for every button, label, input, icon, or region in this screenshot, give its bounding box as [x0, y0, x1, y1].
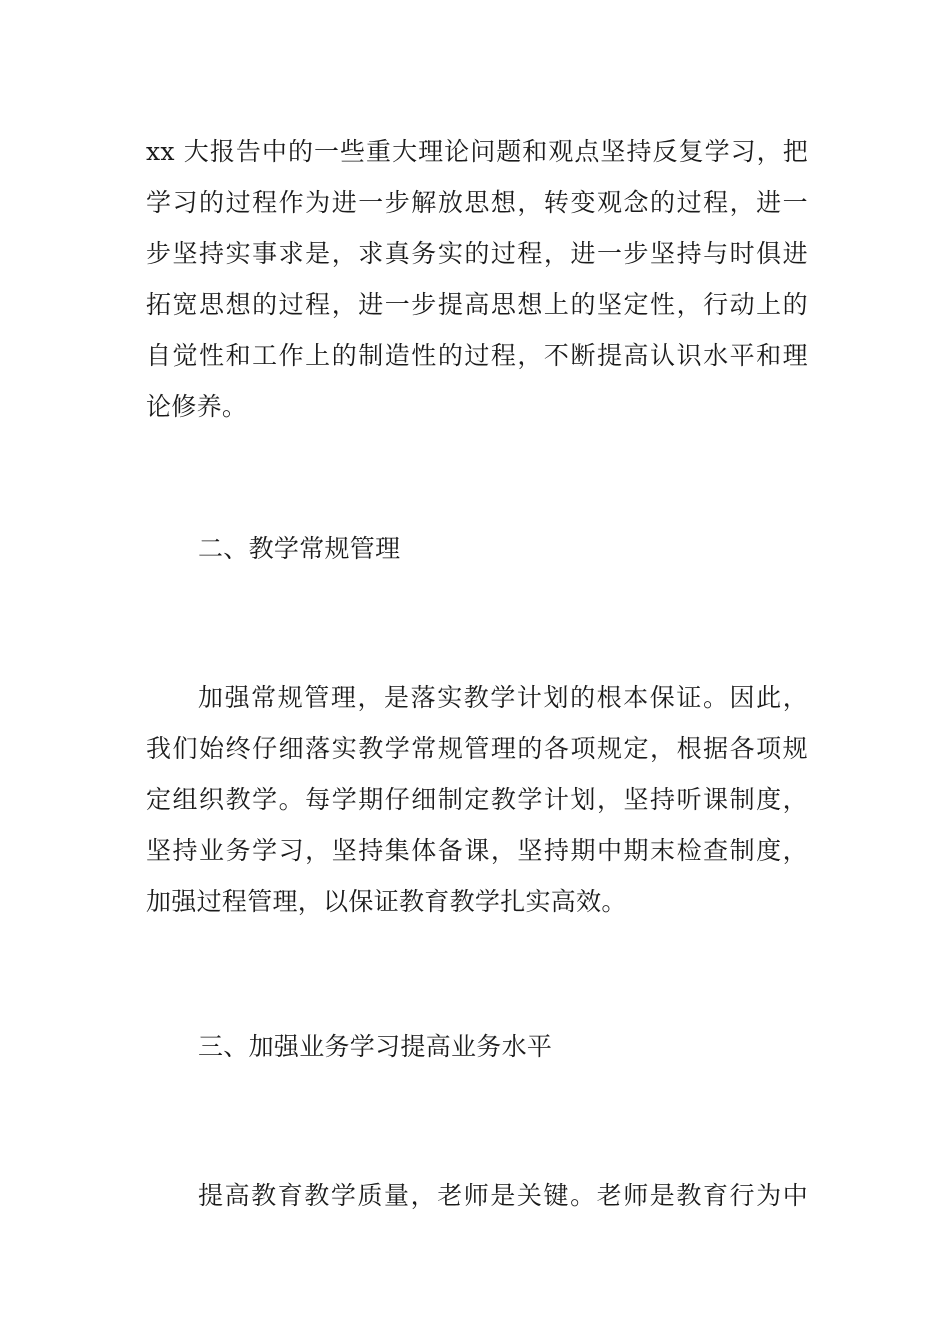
paragraph-line: 定组织教学。每学期仔细制定教学计划，坚持听课制度， [146, 785, 808, 814]
paragraph-line: 步坚持实事求是，求真务实的过程，进一步坚持与时俱进 [146, 239, 808, 268]
paragraph-line: 加强过程管理，以保证教育教学扎实高效。 [146, 887, 627, 916]
paragraph-routine-management [146, 672, 808, 927]
paragraph-line: 拓宽思想的过程，进一步提高思想上的坚定性，行动上的 [146, 290, 808, 319]
paragraph-line: xx 大报告中的一些重大理论问题和观点坚持反复学习，把 [146, 137, 808, 166]
paragraph-theory-study [146, 126, 808, 432]
section-heading-professional-study [146, 1021, 808, 1072]
paragraph-line: 坚持业务学习，坚持集体备课，坚持期中期末检查制度， [146, 836, 808, 865]
paragraph-line: 加强常规管理，是落实教学计划的根本保证。因此， [198, 683, 808, 712]
section-heading-teaching-routine [146, 523, 808, 574]
section-heading: 二、教学常规管理 [198, 534, 401, 563]
paragraph-teaching-quality [146, 1170, 808, 1221]
paragraph-line: 提高教育教学质量，老师是关键。老师是教育行为中 [198, 1181, 808, 1210]
section-heading: 三、加强业务学习提高业务水平 [198, 1032, 553, 1061]
paragraph-line: 我们始终仔细落实教学常规管理的各项规定，根据各项规 [146, 734, 808, 763]
paragraph-line: 学习的过程作为进一步解放思想，转变观念的过程，进一 [146, 188, 808, 217]
paragraph-line: 论修养。 [146, 392, 248, 421]
paragraph-line: 自觉性和工作上的制造性的过程，不断提高认识水平和理 [146, 341, 808, 370]
